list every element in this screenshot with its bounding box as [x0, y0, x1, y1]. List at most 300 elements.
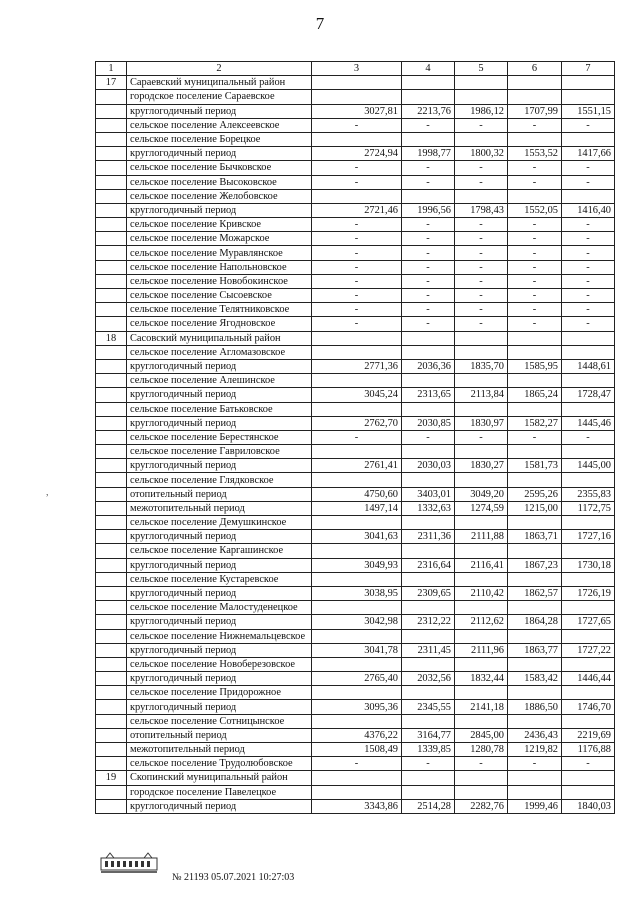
value-cell: -: [312, 232, 402, 246]
value-cell: [562, 473, 615, 487]
value-cell: [508, 374, 562, 388]
value-cell: -: [562, 260, 615, 274]
value-cell: -: [562, 757, 615, 771]
value-cell: [455, 601, 508, 615]
value-cell: 1552,05: [508, 203, 562, 217]
row-name-cell: круглогодичный период: [127, 799, 312, 813]
row-name-cell: круглогодичный период: [127, 459, 312, 473]
value-cell: 3045,24: [312, 388, 402, 402]
value-cell: [312, 90, 402, 104]
row-number-cell: [96, 374, 127, 388]
value-cell: -: [562, 430, 615, 444]
value-cell: 1835,70: [455, 359, 508, 373]
table-row: [96, 430, 615, 444]
value-cell: [562, 686, 615, 700]
value-cell: 2355,83: [562, 487, 615, 501]
row-name-cell: сельское поселение Высоковское: [127, 175, 312, 189]
value-cell: -: [508, 274, 562, 288]
row-number-cell: [96, 132, 127, 146]
row-name-cell: сельское поселение Телятниковское: [127, 303, 312, 317]
value-cell: [402, 76, 455, 90]
value-cell: [562, 345, 615, 359]
value-cell: 2141,18: [455, 700, 508, 714]
value-cell: -: [312, 303, 402, 317]
row-name-cell: Скопинский муниципальный район: [127, 771, 312, 785]
row-number-cell: [96, 359, 127, 373]
table-row: [96, 90, 615, 104]
table-row: [96, 743, 615, 757]
value-cell: 1497,14: [312, 501, 402, 515]
row-name-cell: сельское поселение Можарское: [127, 232, 312, 246]
row-number-cell: [96, 714, 127, 728]
table-row: [96, 757, 615, 771]
value-cell: 1886,50: [508, 700, 562, 714]
value-cell: -: [402, 218, 455, 232]
value-cell: 2036,36: [402, 359, 455, 373]
value-cell: [508, 189, 562, 203]
row-number-cell: [96, 516, 127, 530]
value-cell: 1280,78: [455, 743, 508, 757]
table-row: [96, 501, 615, 515]
value-cell: -: [455, 161, 508, 175]
value-cell: [402, 516, 455, 530]
value-cell: [455, 657, 508, 671]
value-cell: [312, 189, 402, 203]
header-cell: 4: [402, 62, 455, 76]
value-cell: 1581,73: [508, 459, 562, 473]
value-cell: [508, 331, 562, 345]
value-cell: [562, 76, 615, 90]
value-cell: 2030,85: [402, 416, 455, 430]
value-cell: -: [508, 289, 562, 303]
row-name-cell: отопительный период: [127, 487, 312, 501]
row-number-cell: [96, 700, 127, 714]
value-cell: 4750,60: [312, 487, 402, 501]
table-row: [96, 260, 615, 274]
table-row: [96, 487, 615, 501]
row-number-cell: [96, 388, 127, 402]
value-cell: 1176,88: [562, 743, 615, 757]
value-cell: -: [508, 175, 562, 189]
value-cell: 1998,77: [402, 147, 455, 161]
value-cell: [312, 544, 402, 558]
row-number-cell: [96, 289, 127, 303]
table-row: [96, 303, 615, 317]
row-number-cell: [96, 572, 127, 586]
header-cell: 6: [508, 62, 562, 76]
value-cell: 2111,96: [455, 643, 508, 657]
table-row: [96, 657, 615, 671]
value-cell: [402, 189, 455, 203]
row-name-cell: круглогодичный период: [127, 203, 312, 217]
value-cell: 1508,49: [312, 743, 402, 757]
value-cell: 2771,36: [312, 359, 402, 373]
value-cell: [562, 657, 615, 671]
value-cell: -: [312, 175, 402, 189]
value-cell: 1551,15: [562, 104, 615, 118]
value-cell: -: [508, 260, 562, 274]
value-cell: 2765,40: [312, 672, 402, 686]
table-row: [96, 402, 615, 416]
value-cell: [455, 76, 508, 90]
value-cell: [455, 473, 508, 487]
value-cell: 2316,64: [402, 558, 455, 572]
value-cell: [402, 374, 455, 388]
value-cell: 2110,42: [455, 586, 508, 600]
row-name-cell: сельское поселение Желобовское: [127, 189, 312, 203]
table-row: [96, 175, 615, 189]
row-name-cell: городское поселение Сараевское: [127, 90, 312, 104]
value-cell: 3049,20: [455, 487, 508, 501]
row-name-cell: сельское поселение Муравлянское: [127, 246, 312, 260]
row-number-cell: [96, 161, 127, 175]
row-number-cell: [96, 487, 127, 501]
row-name-cell: сельское поселение Батьковское: [127, 402, 312, 416]
row-number-cell: [96, 459, 127, 473]
table-row: [96, 601, 615, 615]
value-cell: 1219,82: [508, 743, 562, 757]
value-cell: 1999,46: [508, 799, 562, 813]
row-number-cell: [96, 402, 127, 416]
value-cell: [402, 445, 455, 459]
value-cell: 3041,78: [312, 643, 402, 657]
table-row: [96, 416, 615, 430]
value-cell: -: [455, 118, 508, 132]
table-row: [96, 289, 615, 303]
value-cell: [312, 473, 402, 487]
value-cell: 1446,44: [562, 672, 615, 686]
row-number-cell: [96, 629, 127, 643]
row-number-cell: [96, 672, 127, 686]
value-cell: 1172,75: [562, 501, 615, 515]
value-cell: [562, 544, 615, 558]
value-cell: [312, 76, 402, 90]
value-cell: 1582,27: [508, 416, 562, 430]
value-cell: [402, 132, 455, 146]
value-cell: -: [312, 218, 402, 232]
value-cell: -: [455, 430, 508, 444]
value-cell: 2761,41: [312, 459, 402, 473]
value-cell: [562, 445, 615, 459]
value-cell: -: [455, 757, 508, 771]
value-cell: -: [402, 232, 455, 246]
value-cell: [562, 714, 615, 728]
value-cell: -: [312, 161, 402, 175]
value-cell: -: [455, 303, 508, 317]
value-cell: [402, 473, 455, 487]
value-cell: [455, 374, 508, 388]
value-cell: -: [562, 289, 615, 303]
row-number-cell: [96, 147, 127, 161]
row-name-cell: сельское поселение Алешинское: [127, 374, 312, 388]
table-row: [96, 161, 615, 175]
row-number-cell: [96, 430, 127, 444]
row-name-cell: круглогодичный период: [127, 359, 312, 373]
table-row: [96, 558, 615, 572]
table-row: [96, 771, 615, 785]
value-cell: -: [402, 161, 455, 175]
value-cell: [312, 771, 402, 785]
value-cell: 1726,19: [562, 586, 615, 600]
value-cell: [508, 90, 562, 104]
row-name-cell: сельское поселение Нижнемальцевское: [127, 629, 312, 643]
value-cell: [402, 345, 455, 359]
value-cell: -: [562, 274, 615, 288]
table-row: [96, 132, 615, 146]
value-cell: 1445,00: [562, 459, 615, 473]
value-cell: [312, 714, 402, 728]
tariff-table: [95, 61, 615, 814]
value-cell: 1707,99: [508, 104, 562, 118]
row-number-cell: [96, 586, 127, 600]
value-cell: 2213,76: [402, 104, 455, 118]
value-cell: [562, 374, 615, 388]
value-cell: -: [562, 118, 615, 132]
header-cell: 5: [455, 62, 508, 76]
value-cell: 2116,41: [455, 558, 508, 572]
value-cell: [562, 132, 615, 146]
row-number-cell: [96, 530, 127, 544]
value-cell: 2032,56: [402, 672, 455, 686]
row-number-cell: [96, 445, 127, 459]
table-row: [96, 516, 615, 530]
value-cell: 1996,56: [402, 203, 455, 217]
value-cell: -: [508, 232, 562, 246]
value-cell: 1727,65: [562, 615, 615, 629]
value-cell: -: [402, 430, 455, 444]
row-number-cell: [96, 799, 127, 813]
value-cell: [508, 601, 562, 615]
value-cell: 1332,63: [402, 501, 455, 515]
value-cell: -: [508, 118, 562, 132]
value-cell: -: [312, 289, 402, 303]
value-cell: 2312,22: [402, 615, 455, 629]
value-cell: 1585,95: [508, 359, 562, 373]
header-cell: 7: [562, 62, 615, 76]
value-cell: -: [508, 246, 562, 260]
page-number: 7: [315, 14, 325, 33]
row-number-cell: [96, 317, 127, 331]
value-cell: [562, 189, 615, 203]
table-row: [96, 359, 615, 373]
value-cell: -: [402, 246, 455, 260]
row-number-cell: [96, 345, 127, 359]
stray-mark: ,: [46, 487, 49, 498]
value-cell: 2436,43: [508, 728, 562, 742]
row-name-cell: круглогодичный период: [127, 586, 312, 600]
row-name-cell: сельское поселение Кустаревское: [127, 572, 312, 586]
value-cell: [562, 629, 615, 643]
row-number-cell: [96, 189, 127, 203]
table-row: [96, 615, 615, 629]
value-cell: [508, 771, 562, 785]
value-cell: 1986,12: [455, 104, 508, 118]
table-row: [96, 147, 615, 161]
value-cell: -: [402, 118, 455, 132]
value-cell: [455, 544, 508, 558]
table-row: [96, 246, 615, 260]
row-name-cell: круглогодичный период: [127, 388, 312, 402]
value-cell: 2762,70: [312, 416, 402, 430]
row-number-cell: [96, 274, 127, 288]
value-cell: [455, 445, 508, 459]
value-cell: [455, 785, 508, 799]
value-cell: [508, 714, 562, 728]
table-row: [96, 629, 615, 643]
value-cell: [508, 544, 562, 558]
value-cell: [562, 402, 615, 416]
table-row: [96, 76, 615, 90]
value-cell: -: [312, 118, 402, 132]
value-cell: [562, 771, 615, 785]
document-reference: № 21193 05.07.2021 10:27:03: [172, 872, 295, 883]
table-row: [96, 714, 615, 728]
table-row: [96, 104, 615, 118]
table-row: [96, 544, 615, 558]
row-name-cell: круглогодичный период: [127, 416, 312, 430]
value-cell: [508, 402, 562, 416]
row-number-cell: [96, 558, 127, 572]
row-name-cell: сельское поселение Алексеевское: [127, 118, 312, 132]
value-cell: -: [455, 218, 508, 232]
value-cell: [455, 714, 508, 728]
header-cell: 3: [312, 62, 402, 76]
value-cell: 3049,93: [312, 558, 402, 572]
value-cell: 2112,62: [455, 615, 508, 629]
value-cell: -: [312, 260, 402, 274]
row-name-cell: круглогодичный период: [127, 530, 312, 544]
value-cell: -: [455, 232, 508, 246]
table-row: [96, 700, 615, 714]
row-name-cell: круглогодичный период: [127, 615, 312, 629]
value-cell: 3027,81: [312, 104, 402, 118]
table-row: [96, 728, 615, 742]
value-cell: [402, 686, 455, 700]
value-cell: -: [402, 175, 455, 189]
table-row: [96, 317, 615, 331]
value-cell: -: [455, 260, 508, 274]
value-cell: [508, 629, 562, 643]
value-cell: 2113,84: [455, 388, 508, 402]
value-cell: [508, 686, 562, 700]
value-cell: 2282,76: [455, 799, 508, 813]
value-cell: [562, 572, 615, 586]
table-row: [96, 586, 615, 600]
row-number-cell: [96, 104, 127, 118]
value-cell: [312, 374, 402, 388]
row-name-cell: сельское поселение Сотницынское: [127, 714, 312, 728]
value-cell: -: [402, 303, 455, 317]
table-row: [96, 345, 615, 359]
table-row: [96, 274, 615, 288]
value-cell: -: [562, 303, 615, 317]
value-cell: [508, 516, 562, 530]
value-cell: [402, 629, 455, 643]
value-cell: 2721,46: [312, 203, 402, 217]
value-cell: [562, 90, 615, 104]
value-cell: 1863,71: [508, 530, 562, 544]
value-cell: [312, 601, 402, 615]
value-cell: -: [508, 757, 562, 771]
table-row: [96, 218, 615, 232]
value-cell: [455, 189, 508, 203]
row-name-cell: круглогодичный период: [127, 700, 312, 714]
value-cell: 3041,63: [312, 530, 402, 544]
value-cell: -: [402, 289, 455, 303]
row-name-cell: сельское поселение Малостуденецкое: [127, 601, 312, 615]
value-cell: [402, 657, 455, 671]
value-cell: -: [455, 289, 508, 303]
row-name-cell: межотопительный период: [127, 743, 312, 757]
value-cell: [312, 686, 402, 700]
value-cell: 2595,26: [508, 487, 562, 501]
value-cell: 1832,44: [455, 672, 508, 686]
value-cell: [402, 402, 455, 416]
value-cell: 1728,47: [562, 388, 615, 402]
value-cell: 3343,86: [312, 799, 402, 813]
value-cell: 1417,66: [562, 147, 615, 161]
row-name-cell: сельское поселение Бычковское: [127, 161, 312, 175]
value-cell: 1274,59: [455, 501, 508, 515]
row-number-cell: [96, 260, 127, 274]
value-cell: 1830,27: [455, 459, 508, 473]
row-name-cell: сельское поселение Агломазовское: [127, 345, 312, 359]
row-number-cell: 19: [96, 771, 127, 785]
table-row: [96, 785, 615, 799]
row-number-cell: 17: [96, 76, 127, 90]
value-cell: 2311,45: [402, 643, 455, 657]
value-cell: -: [508, 218, 562, 232]
value-cell: 1800,32: [455, 147, 508, 161]
value-cell: -: [455, 246, 508, 260]
row-number-cell: [96, 657, 127, 671]
table-row: [96, 473, 615, 487]
value-cell: [562, 601, 615, 615]
table-row: [96, 643, 615, 657]
table-row: [96, 459, 615, 473]
row-number-cell: [96, 218, 127, 232]
value-cell: 2311,36: [402, 530, 455, 544]
value-cell: [508, 785, 562, 799]
value-cell: [402, 771, 455, 785]
value-cell: 2724,94: [312, 147, 402, 161]
table-row: [96, 203, 615, 217]
value-cell: -: [562, 218, 615, 232]
table-row: [96, 445, 615, 459]
value-cell: [312, 402, 402, 416]
value-cell: 1448,61: [562, 359, 615, 373]
value-cell: 3164,77: [402, 728, 455, 742]
value-cell: [402, 714, 455, 728]
value-cell: 1862,57: [508, 586, 562, 600]
header-cell: 1: [96, 62, 127, 76]
table-row: [96, 686, 615, 700]
row-number-cell: [96, 175, 127, 189]
value-cell: 1830,97: [455, 416, 508, 430]
row-number-cell: [96, 615, 127, 629]
value-cell: -: [508, 161, 562, 175]
value-cell: 2514,28: [402, 799, 455, 813]
value-cell: [312, 785, 402, 799]
row-number-cell: [96, 90, 127, 104]
value-cell: 3042,98: [312, 615, 402, 629]
value-cell: 1863,77: [508, 643, 562, 657]
row-number-cell: [96, 416, 127, 430]
row-number-cell: [96, 203, 127, 217]
value-cell: 1864,28: [508, 615, 562, 629]
value-cell: -: [562, 232, 615, 246]
value-cell: -: [455, 274, 508, 288]
